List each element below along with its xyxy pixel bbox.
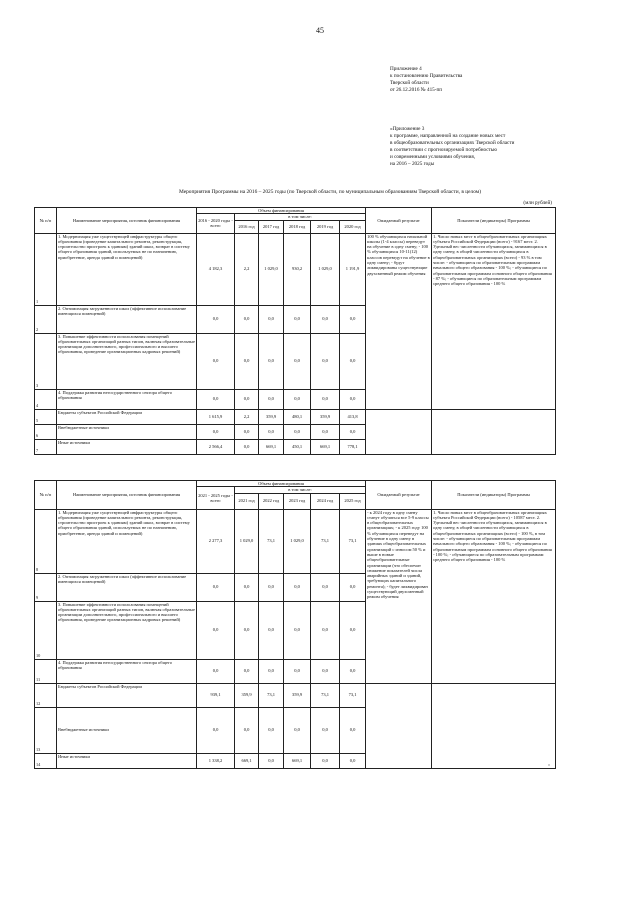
year-value: 0,0 <box>311 389 340 409</box>
header-volume: Объем финансирования <box>197 208 366 214</box>
program-appendix-line: и современными условиями обучения, <box>390 154 476 160</box>
year-value: 359,9 <box>284 683 311 707</box>
appendix-line: к постановлению Правительства <box>390 73 463 79</box>
row-number: 14 <box>35 753 57 768</box>
measure-name: Внебюджетные источники <box>57 424 197 439</box>
year-value: 359,9 <box>311 409 340 424</box>
program-appendix-line: на 2016 – 2025 годы <box>390 161 435 167</box>
row-number: 8 <box>35 509 57 573</box>
header-year: 2018 год <box>284 220 311 233</box>
program-appendix-line: «Приложение 3 <box>390 126 425 132</box>
year-value: 930,2 <box>284 233 311 305</box>
measure-name: 3. Повышение эффективности использования помещений образовательных организаций разных типов, включая образовательные организации дополнительного, профессионального и высшего образования, проведение организационных кадровых решений) <box>57 333 197 389</box>
program-appendix-line: в соответствии с прогнозируемой потребностью <box>390 147 498 153</box>
total-value: 0,0 <box>197 305 235 333</box>
year-value: 0,0 <box>311 424 340 439</box>
row-number: 5 <box>35 409 57 424</box>
total-value: 0,0 <box>197 389 235 409</box>
year-value: 0,0 <box>340 389 366 409</box>
year-value: 73,1 <box>340 683 366 707</box>
year-value: 669,1 <box>235 753 259 768</box>
year-value: 0,0 <box>340 333 366 389</box>
year-value: 2,2 <box>235 233 259 305</box>
header-including: в том числе: <box>235 214 366 220</box>
total-value: 1 615,9 <box>197 409 235 424</box>
row-number: 9 <box>35 573 57 601</box>
year-value: 0,0 <box>259 305 284 333</box>
empty-cell <box>432 409 556 454</box>
measure-name: 2. Оптимизация загруженности школ (эффективное использование имеющихся помещений) <box>57 573 197 601</box>
year-value: 0,0 <box>340 707 366 753</box>
row-number: 4 <box>35 389 57 409</box>
expected-result: - к 2024 году в одну смену станут обучаться все 5-9 классы в общеобразовательных организациях; - к 2025 году 100 % обучающихся переведут на обучение в одну смену в зданиях общеобразовательных организаций с износом 50 % и выше в новые общеобразовательные организации (что обеспечит снижение показателей числа аварийных зданий и зданий, требующих капитального ремонта); - будет ликвидирован существующий двухсменный режим обучения <box>366 509 432 683</box>
total-value: 1 338,2 <box>197 753 235 768</box>
year-value: 669,1 <box>311 439 340 454</box>
year-value: 0,0 <box>311 573 340 601</box>
row-number: 12 <box>35 683 57 707</box>
header-year: 2025 год <box>340 493 366 509</box>
year-value: 450,1 <box>284 439 311 454</box>
measure-name: 2. Оптимизация загруженности школ (эффективное использование имеющихся помещений) <box>57 305 197 333</box>
year-value: 0,0 <box>235 439 259 454</box>
closing-quote-mark: " <box>548 765 551 770</box>
year-value: 0,0 <box>259 424 284 439</box>
year-value: 1 029,0 <box>311 233 340 305</box>
header-year: 2023 год <box>284 493 311 509</box>
row-number: 1 <box>35 233 57 305</box>
measure-name: Иные источники <box>57 753 197 768</box>
year-value: 0,0 <box>340 424 366 439</box>
table-row <box>35 509 556 573</box>
empty-cell <box>366 409 432 454</box>
year-value: 0,0 <box>311 753 340 768</box>
year-value: 0,0 <box>259 707 284 753</box>
year-value: 0,0 <box>235 389 259 409</box>
year-value: 0,0 <box>340 753 366 768</box>
measures-table-2016-2020 <box>34 207 556 455</box>
header-total: 2021 - 2025 годы - всего <box>197 487 235 509</box>
year-value: 1 029,0 <box>235 509 259 573</box>
year-value: 0,0 <box>311 601 340 659</box>
year-value: 0,0 <box>235 707 259 753</box>
total-value: 0,0 <box>197 659 235 683</box>
year-value: 0,0 <box>340 573 366 601</box>
header-name: Наименование мероприятия, источник финансирования <box>57 208 197 234</box>
year-value: 669,1 <box>284 753 311 768</box>
year-value: 0,0 <box>259 601 284 659</box>
measure-name: Бюджеты субъектов Российской Федерации <box>57 683 197 707</box>
total-value: 2 566,4 <box>197 439 235 454</box>
measure-name: Бюджеты субъектов Российской Федерации <box>57 409 197 424</box>
header-result: Ожидаемый результат <box>366 208 432 234</box>
measure-name: 4. Поддержка развития негосударственного сектора общего образования <box>57 659 197 683</box>
year-value: 0,0 <box>235 601 259 659</box>
header-indicators: Показатели (индикаторы) Программы <box>432 208 556 234</box>
year-value: 778,1 <box>340 439 366 454</box>
year-value: 0,0 <box>284 573 311 601</box>
year-value: 0,0 <box>340 601 366 659</box>
page-number: 45 <box>316 26 324 35</box>
year-value: 359,9 <box>235 683 259 707</box>
year-value: 0,0 <box>284 333 311 389</box>
header-indicators: Показатели (индикаторы) Программы <box>432 481 556 510</box>
year-value: 0,0 <box>259 659 284 683</box>
program-appendix-line: в общеобразовательных организациях Тверской области <box>390 140 515 146</box>
year-value: 0,0 <box>259 389 284 409</box>
total-value: 0,0 <box>197 573 235 601</box>
year-value: 480,1 <box>284 409 311 424</box>
year-value: 413,8 <box>340 409 366 424</box>
measures-table-2021-2025 <box>34 480 556 769</box>
year-value: 0,0 <box>284 305 311 333</box>
year-value: 0,0 <box>259 333 284 389</box>
empty-cell <box>432 683 556 768</box>
year-value: 1 029,0 <box>284 509 311 573</box>
header-year: 2022 год <box>259 493 284 509</box>
units-label: (млн рублей) <box>523 200 552 206</box>
program-indicators: 1. Число новых мест в общеобразовательных организациях субъекта Российской Федерации (всего) - 9167 мест. 2. Удельный вес численности обучающихся, занимающихся в одну смену, в общей численности обучающихся в общеобразовательных организациях (всего) - 93 % в том числе: - обучающиеся по образовательным программам начального общего образования - 100 %; - обучающиеся по образовательным программам основного общего образования - 87 %; - обучающиеся по образовательным программам среднего общего образования - 100 % <box>432 233 556 409</box>
measure-name: 4. Поддержка развития негосударственного сектора общего образования <box>57 389 197 409</box>
table-row <box>35 233 556 305</box>
header-year: 2020 год <box>340 220 366 233</box>
header-including: в том числе: <box>235 487 366 493</box>
appendix-line: Приложение 4 <box>390 66 422 72</box>
document-title: Мероприятия Программы на 2016 – 2025 годы (по Тверской области, по муниципальным образованиям Тверской области, в целом) <box>178 189 482 195</box>
year-value: 73,1 <box>340 509 366 573</box>
year-value: 0,0 <box>235 333 259 389</box>
header-total: 2016 - 2020 годы - всего <box>197 214 235 233</box>
row-number: 3 <box>35 333 57 389</box>
row-number: 6 <box>35 424 57 439</box>
year-value: 0,0 <box>284 601 311 659</box>
appendix-block <box>390 66 610 94</box>
year-value: 0,0 <box>340 659 366 683</box>
year-value: 1 029,0 <box>259 233 284 305</box>
year-value: 0,0 <box>311 659 340 683</box>
measure-name: Внебюджетные источники <box>57 707 197 753</box>
year-value: 73,1 <box>311 683 340 707</box>
header-name: Наименование мероприятия, источник финансирования <box>57 481 197 510</box>
measure-name: Иные источники <box>57 439 197 454</box>
year-value: 0,0 <box>284 707 311 753</box>
header-volume: Объем финансирования <box>197 481 366 487</box>
year-value: 359,9 <box>259 409 284 424</box>
table-row <box>35 409 556 424</box>
row-number: 7 <box>35 439 57 454</box>
total-value: 0,0 <box>197 601 235 659</box>
total-value: 939,1 <box>197 683 235 707</box>
year-value: 0,0 <box>235 305 259 333</box>
appendix-line: Тверской области <box>390 80 429 86</box>
program-indicators: 1. Число новых мест в общеобразовательных организациях субъекта Российской Федерации (всего) - 10587 мест. 2. Удельный вес численности обучающихся, занимающихся в одну смену, в общей численности обучающихся в общеобразовательных организациях (всего) - 100 %, в том числе: - обучающиеся по образовательным программам начального общего образования - 100 %; - обучающиеся по образовательным программам основного общего образования - 100 %; - обучающиеся по образовательным программам среднего общего образования - 100 % <box>432 509 556 683</box>
header-year: 2019 год <box>311 220 340 233</box>
year-value: 0,0 <box>284 424 311 439</box>
year-value: 0,0 <box>259 573 284 601</box>
table-row <box>35 683 556 707</box>
year-value: 0,0 <box>235 659 259 683</box>
total-value: 0,0 <box>197 333 235 389</box>
year-value: 0,0 <box>284 659 311 683</box>
year-value: 0,0 <box>284 389 311 409</box>
year-value: 0,0 <box>311 333 340 389</box>
total-value: 4 182,3 <box>197 233 235 305</box>
row-number: 11 <box>35 659 57 683</box>
header-result: Ожидаемый результат <box>366 481 432 510</box>
program-appendix-line: к программе, направленной на создание новых мест <box>390 133 506 139</box>
year-value: 0,0 <box>311 707 340 753</box>
header-year: 2024 год <box>311 493 340 509</box>
year-value: 2,2 <box>235 409 259 424</box>
year-value: 73,1 <box>259 509 284 573</box>
year-value: 1 191,9 <box>340 233 366 305</box>
total-value: 2 277,3 <box>197 509 235 573</box>
header-year: 2021 год <box>235 493 259 509</box>
header-year: 2017 год <box>259 220 284 233</box>
year-value: 0,0 <box>235 424 259 439</box>
total-value: 0,0 <box>197 707 235 753</box>
row-number: 2 <box>35 305 57 333</box>
header-year: 2016 год <box>235 220 259 233</box>
measure-name: 1. Модернизация уже существующей инфраструктуры общего образования (проведение капитального ремонта, реконструкция, строительство пристроек к зданиям) зданий школ, возврат в систему общего образования зданий, используемых не по назначению, приобретение, аренда зданий и помещений) <box>57 509 197 573</box>
measure-name: 3. Повышение эффективности использования помещений образовательных организаций разных типов, включая образовательные организации дополнительного, профессионального и высшего образования, проведение организационных кадровых решений) <box>57 601 197 659</box>
total-value: 0,0 <box>197 424 235 439</box>
program-appendix-block <box>390 126 610 168</box>
header-no: № п/п <box>35 481 57 510</box>
expected-result: 100 % обучающихся начальной школы (1-4 классы) переведут на обучение в одну смену; - 100 % обучающихся 10-11(12) классов переведут на обучение в одну смену; - будут ликвидированы существующие двухсменный режим обучения <box>366 233 432 409</box>
empty-cell <box>366 683 432 768</box>
year-value: 0,0 <box>311 305 340 333</box>
year-value: 669,1 <box>259 439 284 454</box>
measure-name: 1. Модернизация уже существующей инфраструктуры общего образования (проведение капитального ремонта, реконструкция, строительство пристроек к зданиям) зданий школ, возврат в систему общего образования зданий, используемых не по назначению, приобретение, аренда зданий и помещений) <box>57 233 197 305</box>
year-value: 0,0 <box>259 753 284 768</box>
row-number: 10 <box>35 601 57 659</box>
year-value: 73,1 <box>259 683 284 707</box>
year-value: 0,0 <box>340 305 366 333</box>
appendix-line: от 26.12.2016 № 415-пп <box>390 87 443 93</box>
header-no: № п/п <box>35 208 57 234</box>
row-number: 13 <box>35 707 57 753</box>
year-value: 0,0 <box>235 573 259 601</box>
year-value: 73,1 <box>311 509 340 573</box>
